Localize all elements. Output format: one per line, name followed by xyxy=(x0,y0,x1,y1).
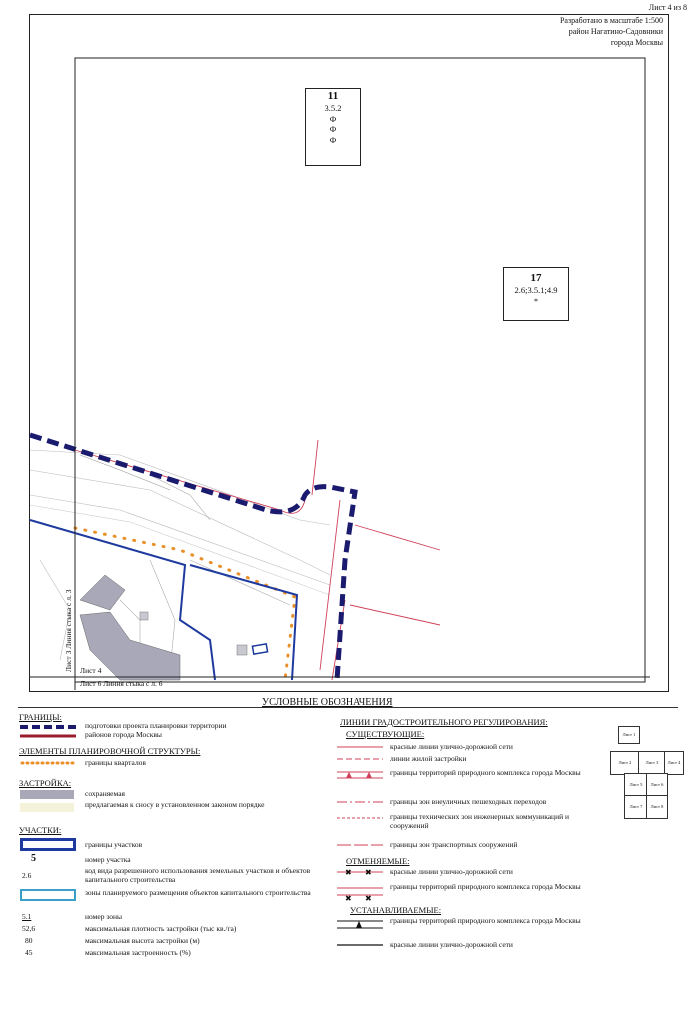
use-code-key: 2.6 xyxy=(22,871,32,880)
quarter-boundary-key xyxy=(18,759,78,767)
sheet-index-2: Лист 2 xyxy=(610,751,640,775)
city-note: города Москвы xyxy=(610,38,663,47)
tech-zone-text: границы технических зон инженерных коммуникаций и сооружений xyxy=(390,812,569,830)
sheet-index-3: Лист 3 xyxy=(638,751,666,775)
parcel-param: Ф xyxy=(329,134,337,145)
established-red-line-key xyxy=(335,942,385,948)
cancelled-nature-text: границы территорий природного комплекса города Москвы xyxy=(390,882,581,891)
coverage-key: 45 xyxy=(25,948,33,957)
planning-boundary-text: подготовки проекта планировки территории xyxy=(85,721,227,730)
nature-boundary-key xyxy=(335,768,385,782)
preserved-building-4 xyxy=(140,612,148,620)
district-boundary-text: районов города Москвы xyxy=(85,730,162,739)
legend-divider xyxy=(18,707,678,708)
sheet-index-8: Лист 8 xyxy=(646,795,668,819)
established-nature-text: границы территорий природного комплекса города Москвы xyxy=(390,916,581,925)
sheet-index xyxy=(610,726,686,826)
planning-boundary xyxy=(30,435,355,680)
density-key: 52,6 xyxy=(22,924,36,933)
existing-red-line-key xyxy=(335,744,385,750)
small-plot xyxy=(252,644,267,654)
established-red-line-text: красные линии улично-дорожной сети xyxy=(390,940,513,949)
svg-text:✖: ✖ xyxy=(365,894,372,903)
scale-note: Разработано в масштабе 1:500 xyxy=(559,16,663,25)
sheet-index-7: Лист 7 xyxy=(624,795,648,819)
cancelled-nature-key xyxy=(335,883,385,903)
preserved-text: сохраняемая xyxy=(85,789,125,798)
cancelled-red-line-text: красные линии улично-дорожной сети xyxy=(390,867,513,876)
height-key: 80 xyxy=(25,936,33,945)
cancelled-heading: ОТМЕНЯЕМЫЕ: xyxy=(346,856,410,866)
parcel-11-label xyxy=(305,88,361,166)
district-note: район Нагатино-Садовники xyxy=(568,27,663,36)
parcel-code: 3.5.2 xyxy=(324,103,342,113)
quarter-boundary-text: границы кварталов xyxy=(85,758,146,767)
svg-text:✖: ✖ xyxy=(345,868,352,877)
pedestrian-zone-key xyxy=(335,799,385,805)
regulation-heading: ЛИНИИ ГРАДОСТРОИТЕЛЬНОГО РЕГУЛИРОВАНИЯ: xyxy=(340,717,548,727)
legend-title: УСЛОВНЫЕ ОБОЗНАЧЕНИЯ xyxy=(262,697,393,708)
plot-number-text: номер участка xyxy=(85,855,131,864)
parcel-param: * xyxy=(533,295,539,306)
parcel-param: Ф xyxy=(329,113,337,124)
junction-label-bottom: Лист 6 Линия стыка с л. 6 xyxy=(80,679,163,688)
boundaries-heading: ГРАНИЦЫ: xyxy=(19,712,62,722)
transport-zone-key xyxy=(335,842,385,848)
parcel-param: Ф xyxy=(329,124,337,134)
sheet-index-1: Лист 1 xyxy=(618,726,640,744)
tech-zone-key xyxy=(335,815,385,821)
height-text: максимальная высота застройки (м) xyxy=(85,936,200,945)
plot-number-key: 5 xyxy=(31,853,36,864)
preserved-key xyxy=(20,790,74,799)
pedestrian-zone-text: границы зон внеуличных пешеходных переходов xyxy=(390,797,547,806)
junction-label-left: Лист 3 Линия стыка с л. 3 xyxy=(64,589,73,672)
plots-heading: УЧАСТКИ: xyxy=(19,825,62,835)
sheet-index-5: Лист 5 xyxy=(624,773,648,797)
demolish-text: предлагаемая к сносу в установленном законом порядке xyxy=(85,800,265,809)
zone-text: зоны планируемого размещения объектов капитального строительства xyxy=(85,888,311,897)
residential-line-key xyxy=(335,756,385,762)
demolish-key xyxy=(20,803,74,812)
planning-boundary-key xyxy=(18,723,78,731)
planning-heading: ЭЛЕМЕНТЫ ПЛАНИРОВОЧНОЙ СТРУКТУРЫ: xyxy=(19,746,201,756)
use-code-text: код вида разрешенного использования земельных участков и объектов капитального строительства xyxy=(85,866,311,884)
preserved-building-1 xyxy=(80,575,125,610)
sheet4-label: Лист 4 xyxy=(80,666,102,675)
zone-key xyxy=(20,889,76,901)
buildings-heading: ЗАСТРОЙКА: xyxy=(19,778,72,788)
zone-number-text: номер зоны xyxy=(85,912,123,921)
svg-text:✖: ✖ xyxy=(345,894,352,903)
coverage-text: максимальная застроенность (%) xyxy=(85,948,191,957)
existing-red-line-text: красные линии улично-дорожной сети xyxy=(390,742,513,751)
parcel-number: 17 xyxy=(530,272,542,284)
svg-text:✖: ✖ xyxy=(365,868,372,877)
preserved-building-3 xyxy=(237,645,247,655)
existing-heading: СУЩЕСТВУЮЩИЕ: xyxy=(346,729,425,739)
plot-boundary-key xyxy=(20,838,76,851)
sheet-index-4: Лист 4 xyxy=(664,751,684,775)
district-boundary-key xyxy=(18,732,78,740)
density-text: максимальная плотность застройки (тыс кв./га) xyxy=(85,924,237,933)
established-heading: УСТАНАВЛИВАЕМЫЕ: xyxy=(350,905,442,915)
sheet-number: Лист 4 из 8 xyxy=(648,3,687,12)
zone-number-key: 5.1 xyxy=(22,912,32,921)
parcel-number: 11 xyxy=(327,90,339,102)
sheet-index-6: Лист 6 xyxy=(646,773,668,797)
residential-line-text: линии жилой застройки xyxy=(390,754,467,763)
parcel-code: 2.6;3.5.1;4.9 xyxy=(514,285,558,295)
established-nature-key xyxy=(335,917,385,933)
plot-boundary-text: границы участков xyxy=(85,840,143,849)
transport-zone-text: границы зон транспортных сооружений xyxy=(390,840,518,849)
parcel-17-label xyxy=(503,267,569,321)
nature-boundary-text: границы территорий природного комплекса города Москвы xyxy=(390,768,581,777)
cancelled-red-line-key xyxy=(335,867,385,877)
